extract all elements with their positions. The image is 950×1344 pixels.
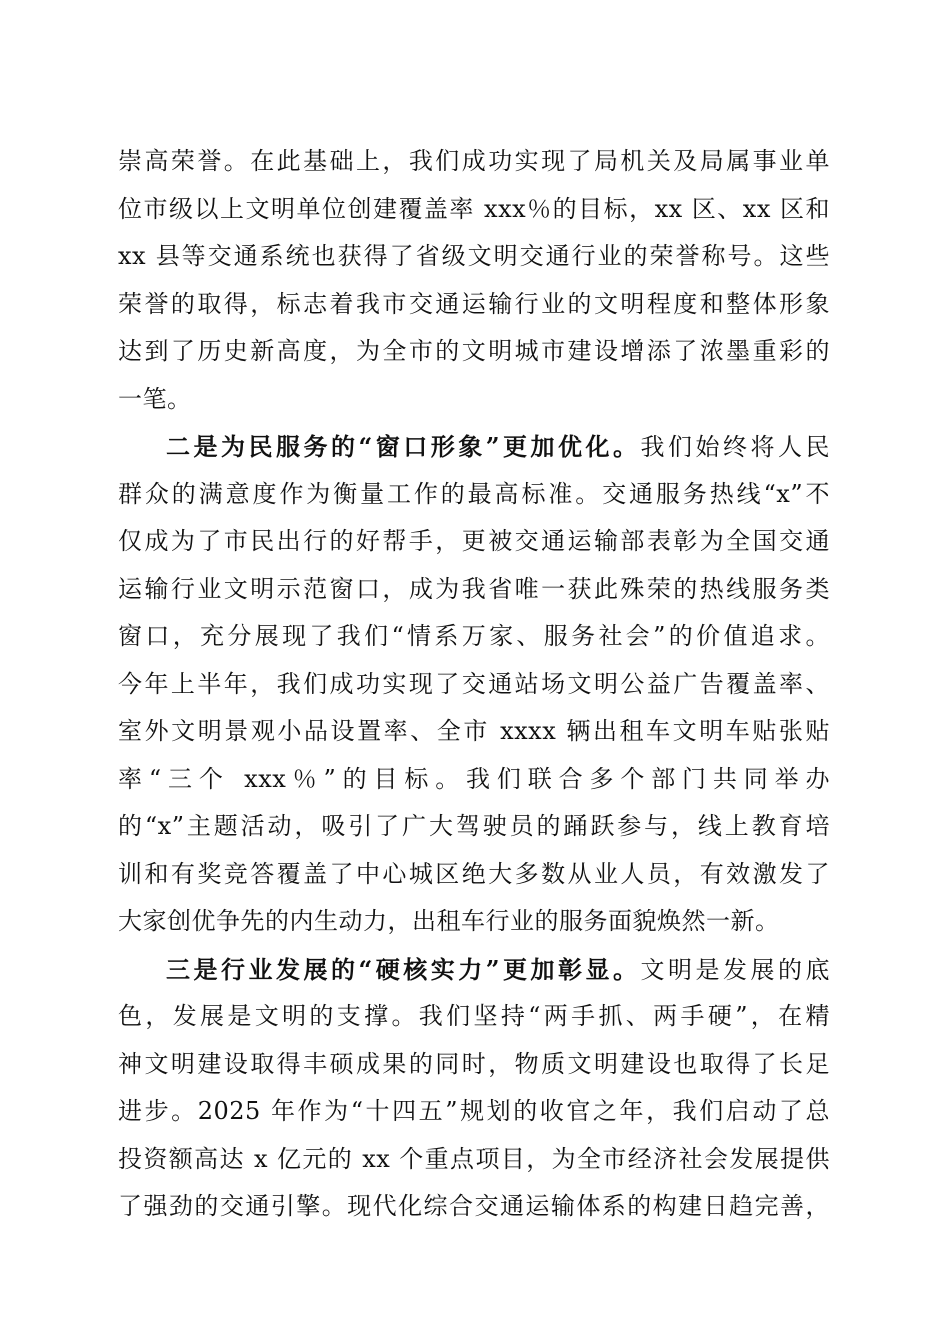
p3-line-6: 了强劲的交通引擎。现代化综合交通运输体系的构建日趋完善，: [118, 1192, 830, 1220]
p1-line-5: 达到了历史新高度，为全市的文明城市建设增添了浓墨重彩的: [118, 337, 830, 365]
p3-first-line-rest: 文明是发展的底: [640, 955, 831, 984]
p1-line-1: 崇高荣誉。在此基础上，我们成功实现了局机关及局属事业单: [118, 147, 830, 175]
p2-heading: 二是为民服务的“窗口形象”更加优化。: [166, 432, 641, 461]
p2-line-6: 今年上半年，我们成功实现了交通站场文明公益广告覆盖率、: [118, 669, 830, 698]
p3-line-5: 投资额高达 x 亿元的 xx 个重点项目，为全市经济社会发展提供: [118, 1144, 830, 1173]
p2-first-line-rest: 我们始终将人民: [640, 433, 831, 461]
p2-line-4: 运输行业文明示范窗口，成为我省唯一获此殊荣的热线服务类: [118, 574, 830, 603]
p1-line-4: 荣誉的取得，标志着我市交通运输行业的文明程度和整体形象: [118, 289, 830, 318]
p2-line-3: 仅成为了市民出行的好帮手，更被交通运输部表彰为全国交通: [118, 527, 830, 555]
p3-line-2: 色，发展是文明的支撑。我们坚持“两手抓、两手硬”，在精: [118, 1002, 830, 1030]
p1-line-2: 位市级以上文明单位创建覆盖率 xxx％的目标，xx 区、xx 区和: [118, 194, 830, 223]
p1-line-3: xx 县等交通系统也获得了省级文明交通行业的荣誉称号。这些: [118, 242, 830, 270]
p2-line-2: 群众的满意度作为衡量工作的最高标准。交通服务热线“x”不: [118, 479, 830, 508]
p2-line-7: 室外文明景观小品设置率、全市 xxxx 辆出租车文明车贴张贴: [118, 717, 830, 745]
p2-line-1: [118, 423, 830, 471]
p3-line-1: [118, 946, 830, 994]
p1-line-6: 一笔。: [118, 384, 192, 413]
p2-line-8: 率“三个 xxx％”的目标。我们联合多个部门共同举办: [118, 764, 830, 793]
p2-line-5: 窗口，充分展现了我们“情系万家、服务社会”的价值追求。: [118, 622, 830, 650]
p3-heading: 三是行业发展的“硬核实力”更加彰显。: [166, 954, 641, 984]
p3-line-3: 神文明建设取得丰硕成果的同时，物质文明建设也取得了长足: [118, 1049, 830, 1078]
p2-line-9: 的“x”主题活动，吸引了广大驾驶员的踊跃参与，线上教育培: [118, 812, 830, 840]
document-body: [118, 138, 830, 1231]
p2-line-11: 大家创优争先的内生动力，出租车行业的服务面貌焕然一新。: [118, 907, 780, 935]
p3-line-4: 进步。2025 年作为“十四五”规划的收官之年，我们启动了总: [118, 1097, 830, 1125]
p2-line-10: 训和有奖竞答覆盖了中心城区绝大多数从业人员，有效激发了: [118, 859, 830, 888]
